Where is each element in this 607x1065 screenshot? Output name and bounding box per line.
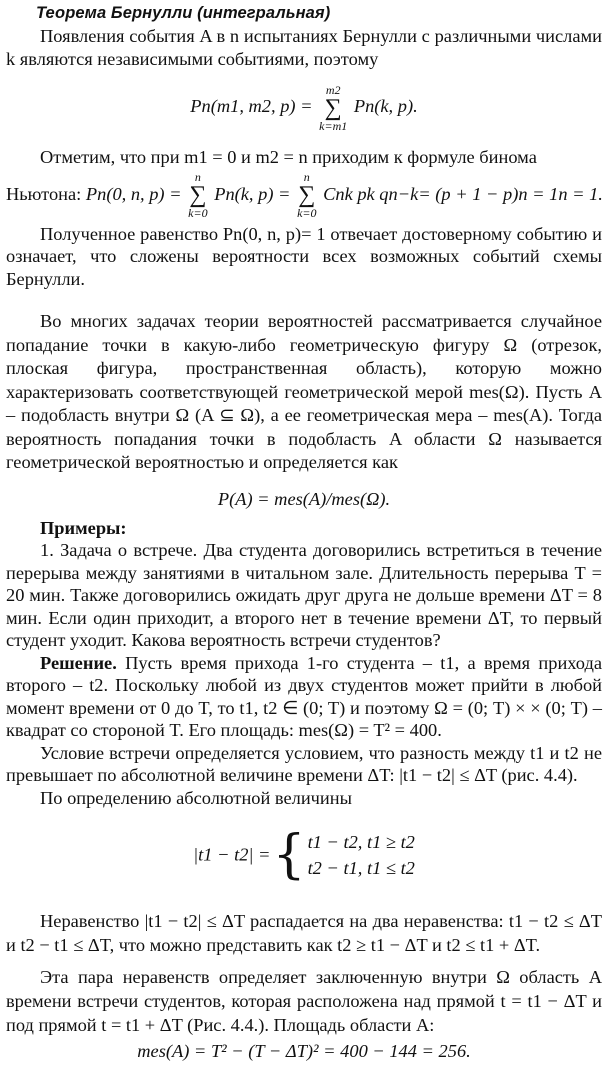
summation-symbol: n ∑ k=0 — [188, 170, 208, 221]
left-brace: { — [272, 825, 306, 885]
paragraph-meeting-problem: 1. Задача о встрече. Два студента договорились встретиться в течение перерыва между занятиями в читальном зале. Длительность перерыва T = 20 мин. Также договорились ожидать друг друга не дольше времени ΔT = 8 мин. Если один приходит, а второго нет в течение времени ΔT, то первый студент уходит. Какова вероятность встречи студентов? — [6, 540, 602, 650]
solution-label: Решение. — [40, 652, 117, 673]
equation-absolute-value-cases — [6, 817, 602, 901]
paragraph-inequalities: Неравенство |t1 − t2| ≤ ΔT распадается на два неравенства: t1 − t2 ≤ ΔT и t2 − t1 ≤ ΔT, что можно представить как t2 ≥ t1 − ΔT и t2 ≤ t1 + ΔT. — [6, 911, 602, 955]
equation-part-b: Pn(k, p) = — [214, 183, 291, 204]
paragraph-certain-event: Полученное равенство Pn(0, n, p)= 1 отвечает достоверному событию и означает, что сложены вероятности всех возможных событий схемы Бернулли. — [6, 223, 602, 289]
equation-geometric-probability: P(A) = mes(A)/mes(Ω). — [217, 488, 391, 509]
case-row-1: t1 − t2, t1 ≥ t2 — [307, 832, 415, 852]
summation-symbol: n ∑ k=0 — [297, 170, 317, 221]
equation-newton-binomial — [6, 169, 602, 219]
equation-sum-lhs: Pn(m1, m2, p) = — [190, 96, 313, 116]
paragraph-solution — [6, 652, 602, 742]
solution-text: Пусть время прихода 1-го студента – t1, а время прихода второго – t2. Поскольку любой из двух студентов может прийти в любой момент времени от 0 до T, то t1, t2 ∈ (0; T) и поэтому Ω = (0; T) × × (0; T) – квадрат со стороной T. Его площадь: mes(Ω) = T² = 400. — [6, 652, 602, 740]
equation-area-a: mes(A) = T² − (T − ΔT)² = 400 − 144 = 256. — [137, 1041, 471, 1061]
equation-part-c: Cnk pk qn−k= (p + 1 − p)n = 1n = 1. — [323, 183, 603, 204]
piecewise-expression — [193, 825, 415, 885]
paragraph-binomial-note: Отметим, что при m1 = 0 и m2 = n приходим к формуле бинома — [40, 147, 537, 167]
summation-symbol: m2 ∑ k=m1 — [319, 82, 348, 133]
paragraph-geometric-probability: Во многих задачах теории вероятностей рассматривается случайное попадание точки в какую-либо геометрическую фигуру Ω (отрезок, плоская фигура, пространственная область), которую можно характеризовать соответствующей геометрической мерой mes(Ω). Пусть A – подобласть внутри Ω (A ⊆ Ω), а ее геометрическая мера – mes(A). Тогда вероятность попадания точки в подобласть A области Ω называется геометрической вероятностью и определяется как — [6, 311, 602, 472]
piecewise-lhs: |t1 − t2| = — [193, 844, 271, 865]
equation-part-a: Pn(0, n, p) = — [85, 183, 182, 204]
paragraph-meeting-condition: Условие встречи определяется условием, что разность между t1 и t2 не превышает по абсолютной величине времени ΔT: |t1 − t2| ≤ ΔT (рис. 4.4). — [6, 742, 602, 785]
examples-heading: Примеры: — [40, 517, 127, 538]
document-page — [6, 4, 602, 1065]
equation-lead-text: Ньютона: — [6, 183, 82, 204]
paragraph-region-a: Эта пара неравенств определяет заключенную внутри Ω область A времени встречи студентов, которая расположена над прямой t = t1 − ΔT и под прямой t = t1 + ΔT (Рис. 4.4.). Площадь области A: — [6, 967, 602, 1035]
case-row-2: t2 − t1, t1 ≤ t2 — [307, 858, 415, 878]
equation-sum-rhs: Pn(k, p). — [353, 96, 418, 116]
paragraph-absolute-value: По определению абсолютной величины — [40, 787, 352, 808]
paragraph-bernoulli-intro: Появления события A в n испытаниях Бернулли с различными числами k являются независимыми событиями, поэтому — [6, 26, 602, 69]
equation-sum-pn — [6, 80, 602, 132]
section-title: Теорема Бернулли (интегральная) — [36, 4, 331, 22]
